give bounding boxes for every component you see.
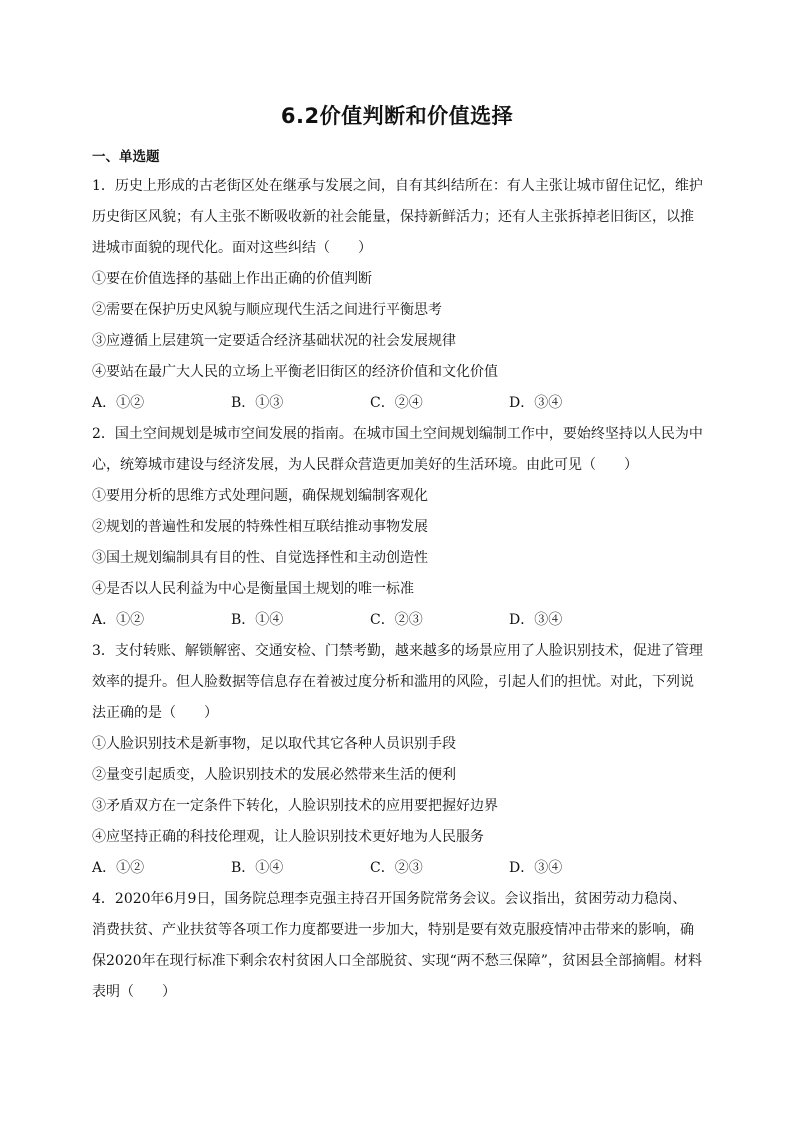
option-a: A．①② xyxy=(92,612,145,628)
option-d: D．③④ xyxy=(509,612,563,628)
statement-item: ③应遵循上层建筑一定要适合经济基础状况的社会发展规律 xyxy=(92,333,456,349)
statement-item: ①要用分析的思维方式处理问题，确保规划编制客观化 xyxy=(92,488,428,504)
statement-item: ②量变引起质变，人脸识别技术的发展必然带来生活的便利 xyxy=(92,767,456,783)
question-stem-line: 历史街区风貌；有人主张不断吸收新的社会能量，保持新鲜活力；还有人主张拆掉老旧街区，以推 xyxy=(92,209,694,225)
statement-item: ④是否以人民利益为中心是衡量国土规划的唯一标准 xyxy=(92,581,414,597)
question-stem-line: 心，统筹城市建设与经济发展，为人民群众营造更加美好的生活环境。由此可见（ ） xyxy=(92,457,638,473)
answer-options xyxy=(92,605,704,636)
statement-item: ③矛盾双方在一定条件下转化，人脸识别技术的应用要把握好边界 xyxy=(92,798,498,814)
option-b: B．①③ xyxy=(231,395,284,411)
option-b: B．①④ xyxy=(231,860,284,876)
statement-item: ④要站在最广大人民的立场上平衡老旧街区的经济价值和文化价值 xyxy=(92,364,498,380)
question-stem-line: 表明（ ） xyxy=(92,984,176,1000)
question-stem-line: 1．历史上形成的古老街区处在继承与发展之间，自有其纠结所在：有人主张让城市留住记忆，维护 xyxy=(92,178,703,194)
statement-item: ④应坚持正确的科技伦理观，让人脸识别技术更好地为人民服务 xyxy=(92,829,484,845)
option-c: C．②③ xyxy=(370,860,423,876)
question-stem-line: 消费扶贫、产业扶贫等各项工作力度都要进一步加大，特别是要有效克服疫情冲击带来的影响，确 xyxy=(92,922,694,938)
question-1 xyxy=(92,171,704,419)
answer-options xyxy=(92,853,704,884)
question-2 xyxy=(92,419,704,636)
question-stem-line: 2．国土空间规划是城市空间发展的指南。在城市国土空间规划编制工作中，要始终坚持以人民为中 xyxy=(92,426,703,442)
question-stem-line: 法正确的是（ ） xyxy=(92,705,218,721)
question-4 xyxy=(92,884,704,1008)
question-stem-line: 保2020年在现行标准下剩余农村贫困人口全部脱贫、实现“两不愁三保障”，贫困县全部摘帽。材料 xyxy=(92,953,702,969)
question-stem-line: 3．支付转账、解锁解密、交通安检、门禁考勤，越来越多的场景应用了人脸识别技术，促进了管理 xyxy=(92,643,703,659)
document-title: 6.2价值判断和价值选择 xyxy=(280,104,514,128)
question-stem-line: 效率的提升。但人脸数据等信息存在着被过度分析和滥用的风险，引起人们的担忧。对此，下列说 xyxy=(92,674,694,690)
question-stem-line: 4．2020年6月9日，国务院总理李克强主持召开国务院常务会议。会议指出，贫困劳动力稳岗、 xyxy=(92,891,687,907)
statement-item: ①人脸识别技术是新事物，足以取代其它各种人员识别手段 xyxy=(92,736,456,752)
option-b: B．①④ xyxy=(231,612,284,628)
statement-item: ①要在价值选择的基础上作出正确的价值判断 xyxy=(92,271,372,287)
question-stem-line: 进城市面貌的现代化。面对这些纠结（ ） xyxy=(92,240,372,256)
question-3 xyxy=(92,636,704,884)
option-d: D．③④ xyxy=(509,860,563,876)
statement-item: ③国土规划编制具有目的性、自觉选择性和主动创造性 xyxy=(92,550,428,566)
option-a: A．①② xyxy=(92,860,145,876)
option-c: C．②③ xyxy=(370,612,423,628)
statement-item: ②规划的普遍性和发展的特殊性相互联结推动事物发展 xyxy=(92,519,428,535)
question-list xyxy=(92,171,704,1008)
option-a: A．①② xyxy=(92,395,145,411)
answer-options xyxy=(92,388,704,419)
statement-item: ②需要在保护历史风貌与顺应现代生活之间进行平衡思考 xyxy=(92,302,442,318)
option-d: D．③④ xyxy=(509,395,563,411)
option-c: C．②④ xyxy=(370,395,423,411)
section-heading: 一、单选题 xyxy=(92,149,160,165)
